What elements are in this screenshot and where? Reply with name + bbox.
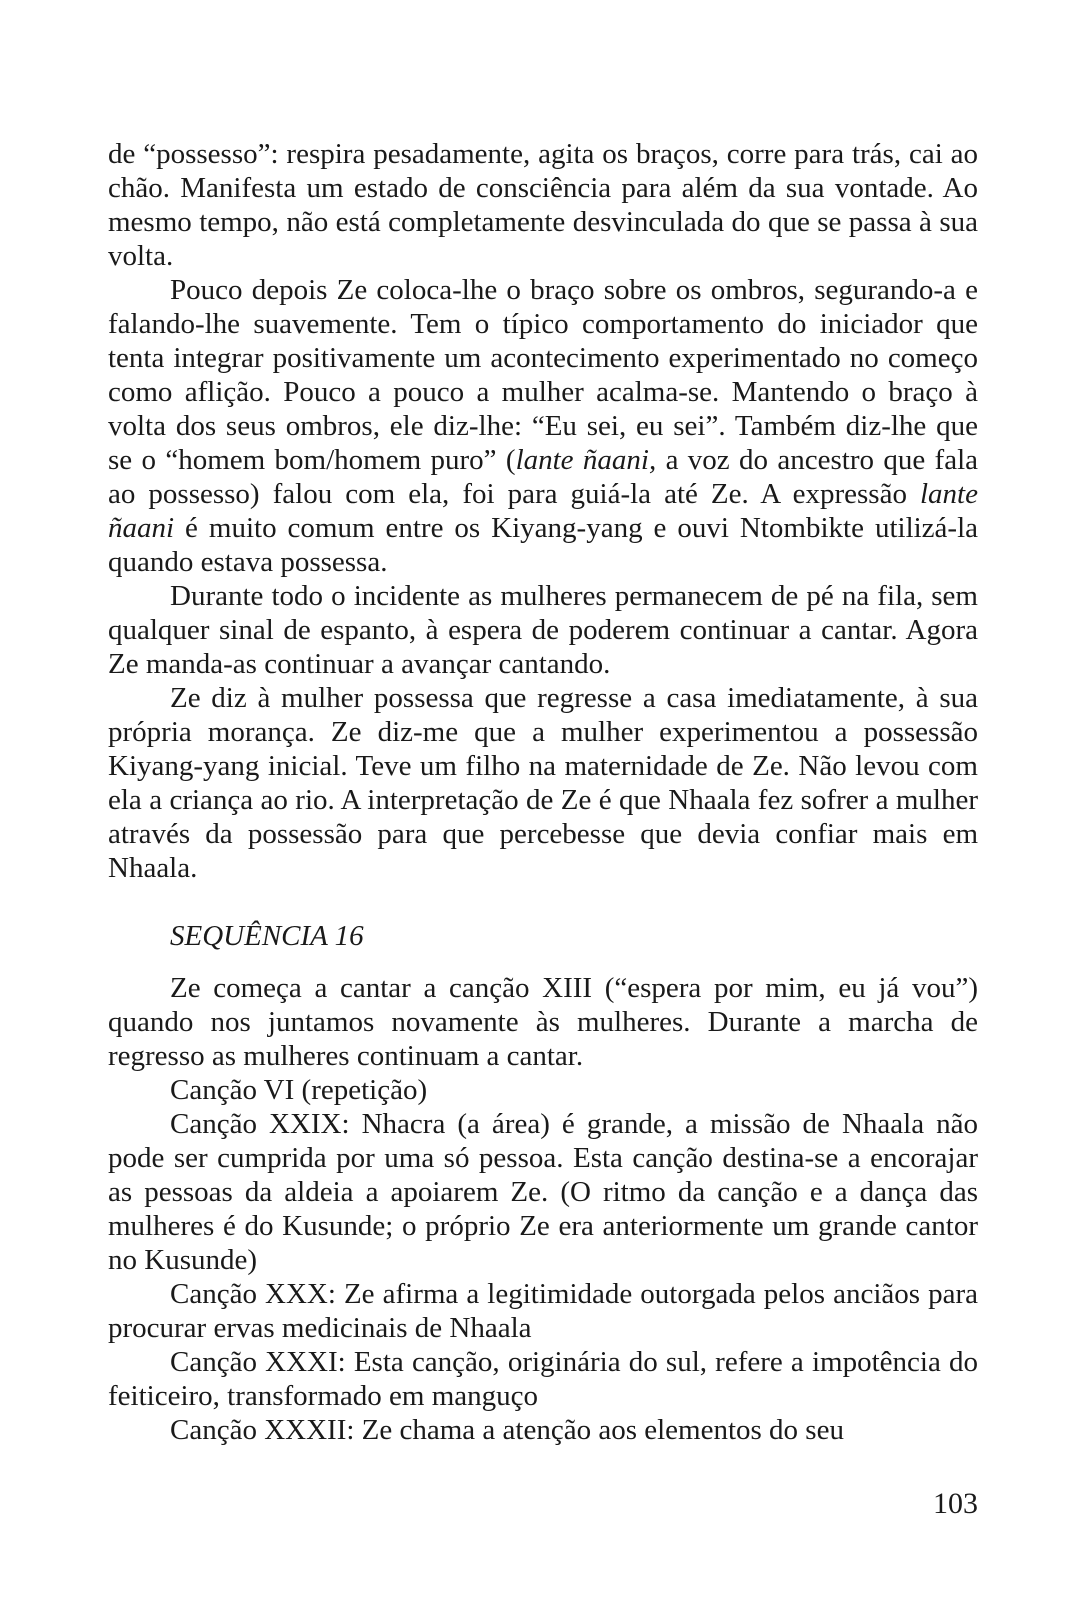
- paragraph-2-mid: a voz do ancestro que fala ao possesso) falou com ela, foi para guiá-la até Ze. A expressão: [108, 444, 979, 510]
- italic-term-1: lante ñaani,: [515, 444, 657, 476]
- song-entry-xxxii: Canção XXXII: Ze chama a atenção aos elementos do seu: [170, 1414, 844, 1446]
- paragraph-2-end: é muito comum entre os Kiyang-yang e ouvi Ntombikte utilizá-la quando estava possessa.: [108, 512, 979, 578]
- page-number: 103: [933, 1487, 978, 1520]
- paragraph-5: Ze começa a cantar a canção XIII (“espera por mim, eu já vou”) quando nos juntamos novamente às mulheres. Durante a marcha de regresso as mulheres continuam a cantar.: [108, 972, 978, 1072]
- body-text-upper: [108, 137, 978, 885]
- paragraph-2: Pouco depois Ze coloca-lhe o braço sobre os ombros, segurando-a e falando-lhe suavemente. Tem o típico comportamento do iniciador que tenta integrar positivamente um acontecimento experimentado no começo como aflição. Pouco a pouco a mulher acalma-se. Mantendo o braço à volta dos seus ombros, ele diz-lhe: “Eu sei, eu sei”. Também diz-lhe que se o “homem bom/homem puro” (lante ñaani, a voz do ancestro que fala ao possesso) falou com ela, foi para guiá-la até Ze. A expressão lante ñaani é muito comum entre os Kiyang-yang e ouvi Ntombikte utilizá-la quando estava possessa.: [108, 274, 979, 578]
- song-entry-xxx: Canção XXX: Ze afirma a legitimidade outorgada pelos anciãos para procurar ervas medicinais de Nhaala: [108, 1278, 978, 1344]
- paragraph-2-start: Pouco depois Ze coloca-lhe o braço sobre os ombros, segurando-a e falando-lhe suavemente. Tem o típico comportamento do iniciador que tenta integrar positivamente um acontecimento experimentado no começo como aflição. Pouco a pouco a mulher acalma-se. Mantendo o braço à volta dos seus ombros, ele diz-lhe: “Eu sei, eu sei”. Também diz-lhe que se o “homem bom/homem puro”: [108, 274, 978, 476]
- song-entry-xxix: Canção XXIX: Nhacra (a área) é grande, a missão de Nhaala não pode ser cumprida por uma só pessoa. Esta canção destina-se a encorajar as pessoas da aldeia a apoiarem Ze. (O ritmo da canção e a dança das mulheres é do Kusunde; o próprio Ze era anteriormente um grande cantor no Kusunde): [108, 1108, 978, 1276]
- paragraph-4: Ze diz à mulher possessa que regresse a casa imediatamente, à sua própria morança. Ze diz-me que a mulher experimentou a possessão Kiyang-yang inicial. Teve um filho na maternidade de Ze. Não levou com ela a criança ao rio. A interpretação de Ze é que Nhaala fez sofrer a mulher através da possessão para que percebesse que devia confiar mais em Nhaala.: [108, 682, 978, 884]
- paragraph-1: de “possesso”: respira pesadamente, agita os braços, corre para trás, cai ao chão. Manifesta um estado de consciência para além da sua vontade. Ao mesmo tempo, não está completamente desvinculada do que se passa à sua volta.: [108, 138, 978, 272]
- song-entry-xxxi: Canção XXXI: Esta canção, originária do sul, refere a impotência do feiticeiro, transformado em manguço: [108, 1346, 978, 1412]
- paragraph-3: Durante todo o incidente as mulheres permanecem de pé na fila, sem qualquer sinal de espanto, à espera de poderem continuar a cantar. Agora Ze manda-as continuar a avançar cantando.: [108, 580, 978, 680]
- italic-term-2: lante ñaani: [108, 478, 978, 544]
- section-heading: SEQUÊNCIA 16: [170, 920, 364, 952]
- body-text-lower: [108, 971, 978, 1447]
- song-entry-vi: Canção VI (repetição): [170, 1074, 428, 1106]
